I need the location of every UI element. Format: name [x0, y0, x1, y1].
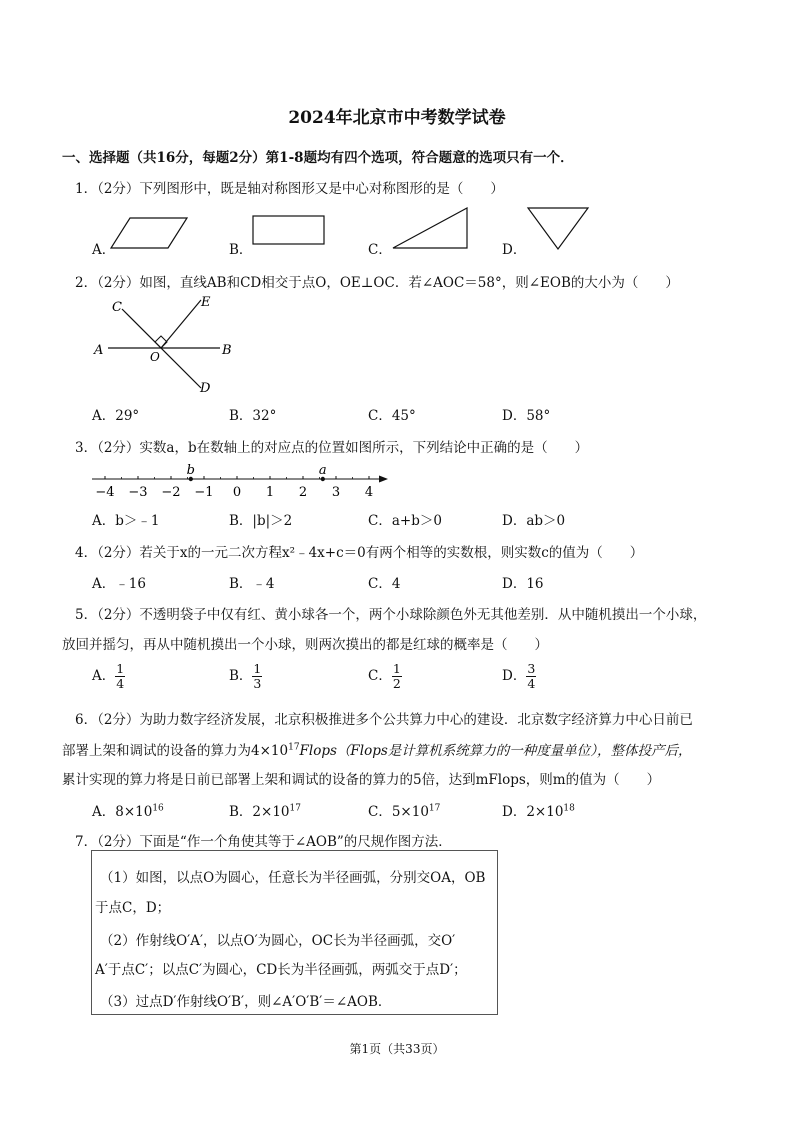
- tick-label: −3: [128, 485, 148, 500]
- label-c: C: [112, 300, 122, 315]
- question-6-stem-line2: 部署上架和调试的设备的算力为$4\times 10^{17}Flops(Flops$是计算机系统算力的一种度量单位），整体投产后，: [62, 742, 692, 759]
- q6-option-a: A．$8\times 10^{16}$: [92, 803, 164, 820]
- box-line-1: （1）如图，以点O为圆心，任意长为半径画弧，分别交OA，OB: [100, 870, 486, 886]
- box-line-2: 于点C，D；: [95, 900, 171, 916]
- q5-option-c: C． $\frac{1}{2}$: [368, 661, 401, 691]
- page-title: 2024年北京市中考数学试卷: [288, 108, 506, 128]
- parallelogram-figure: [110, 215, 200, 251]
- tick-label: 2: [298, 485, 308, 500]
- tick-label: −1: [194, 485, 214, 500]
- label-o: O: [150, 350, 160, 364]
- q3-option-b: B．|b|＞2: [229, 513, 293, 529]
- q5-option-d: D． $\frac{3}{4}$: [502, 661, 536, 691]
- q3-option-a: A．b＞﹣1: [92, 513, 160, 529]
- tick-label: 3: [331, 485, 341, 500]
- number-line-ticks: [95, 476, 373, 500]
- tick-label: −4: [95, 485, 115, 500]
- section-heading: 一、选择题（共16分，每题2分）第1-8题均有四个选项，符合题意的选项只有一个．: [62, 150, 574, 166]
- tick-label: 0: [232, 485, 242, 500]
- right-triangle-figure: [390, 205, 472, 251]
- q4-option-a: A．﹣16: [92, 576, 146, 592]
- q5-option-b: B． $\frac{1}{3}$: [229, 661, 262, 691]
- label-a: A: [94, 343, 104, 358]
- page-footer: 第1页（共33页）: [349, 1042, 445, 1056]
- question-5-stem-line2: 放回并摇匀，再从中随机摸出一个小球，则两次摸出的都是红球的概率是（ ）: [62, 637, 548, 653]
- q3-option-c: C．a+b＞0: [368, 513, 442, 529]
- q5-option-a: A． $\frac{1}{4}$: [92, 661, 125, 691]
- q6-option-c: C．$5\times 10^{17}$: [368, 803, 441, 820]
- q1-option-a-label: A．: [92, 242, 116, 258]
- q4-option-d: D．16: [502, 576, 544, 592]
- box-line-4: A′于点C′；以点C′为圆心，CD长为半径画弧，两弧交于点D′；: [95, 962, 467, 978]
- box-line-5: （3）过点D′作射线O′B′，则∠A′O′B′＝∠AOB．: [100, 994, 392, 1010]
- question-3-stem: 3．（2分）实数a，b在数轴上的对应点的位置如图所示，下列结论中正确的是（ ）: [75, 440, 589, 456]
- question-4-stem: 4．（2分）若关于x的一元二次方程x²﹣4x+c＝0有两个相等的实数根，则实数c的值为（ ）: [75, 545, 644, 561]
- q6-option-b: B．$2\times 10^{17}$: [229, 803, 301, 820]
- inverted-triangle-figure: [524, 205, 592, 253]
- q1-option-b-label: B．: [229, 242, 253, 258]
- tick-label: 1: [265, 485, 275, 500]
- question-5-stem-line1: 5．（2分）不透明袋子中仅有红、黄小球各一个，两个小球除颜色外无其他差别．从中随机摸出一个小球，: [75, 607, 707, 623]
- intersecting-lines-figure: [88, 292, 248, 397]
- q2-option-c: C．45°: [368, 408, 416, 424]
- q4-option-b: B．﹣4: [229, 576, 275, 592]
- tick-label: 4: [364, 485, 374, 500]
- point-a-label: a: [318, 463, 327, 478]
- question-7-stem: 7．（2分）下面是“作一个角使其等于∠AOB”的尺规作图方法．: [75, 834, 452, 850]
- label-d: D: [200, 381, 211, 396]
- label-e: E: [201, 295, 211, 310]
- question-1-stem: 1．（2分）下列图形中，既是轴对称图形又是中心对称图形的是（ ）: [75, 181, 504, 197]
- box-line-3: （2）作射线O′A′，以点O′为圆心，OC长为半径画弧，交O′: [100, 933, 456, 949]
- rectangle-figure: [248, 212, 330, 250]
- tick-label: −2: [161, 485, 181, 500]
- q6-option-d: D．$2\times 10^{18}$: [502, 803, 575, 820]
- question-6-stem-line3: 累计实现的算力将是日前已部署上架和调试的设备的算力的5倍，达到mFlops，则m的值为（ ）: [62, 772, 661, 788]
- q2-option-d: D．58°: [502, 408, 551, 424]
- point-b-label: b: [186, 463, 195, 478]
- q3-option-d: D．ab＞0: [502, 513, 566, 529]
- label-b: B: [222, 343, 232, 358]
- question-2-stem: 2．（2分）如图，直线AB和CD相交于点O，OE⊥OC．若∠AOC＝58°，则∠EOB的大小为（ ）: [75, 275, 679, 291]
- q2-option-a: A．29°: [92, 408, 140, 424]
- q4-option-c: C．4: [368, 576, 401, 592]
- number-line-figure: [88, 458, 398, 500]
- question-6-stem-line1: 6．（2分）为助力数字经济发展，北京积极推进多个公共算力中心的建设．北京数字经济算力中心日前已: [75, 712, 693, 728]
- q1-option-c-label: C．: [368, 242, 392, 258]
- q2-option-b: B．32°: [229, 408, 277, 424]
- q1-option-d-label: D．: [502, 242, 527, 258]
